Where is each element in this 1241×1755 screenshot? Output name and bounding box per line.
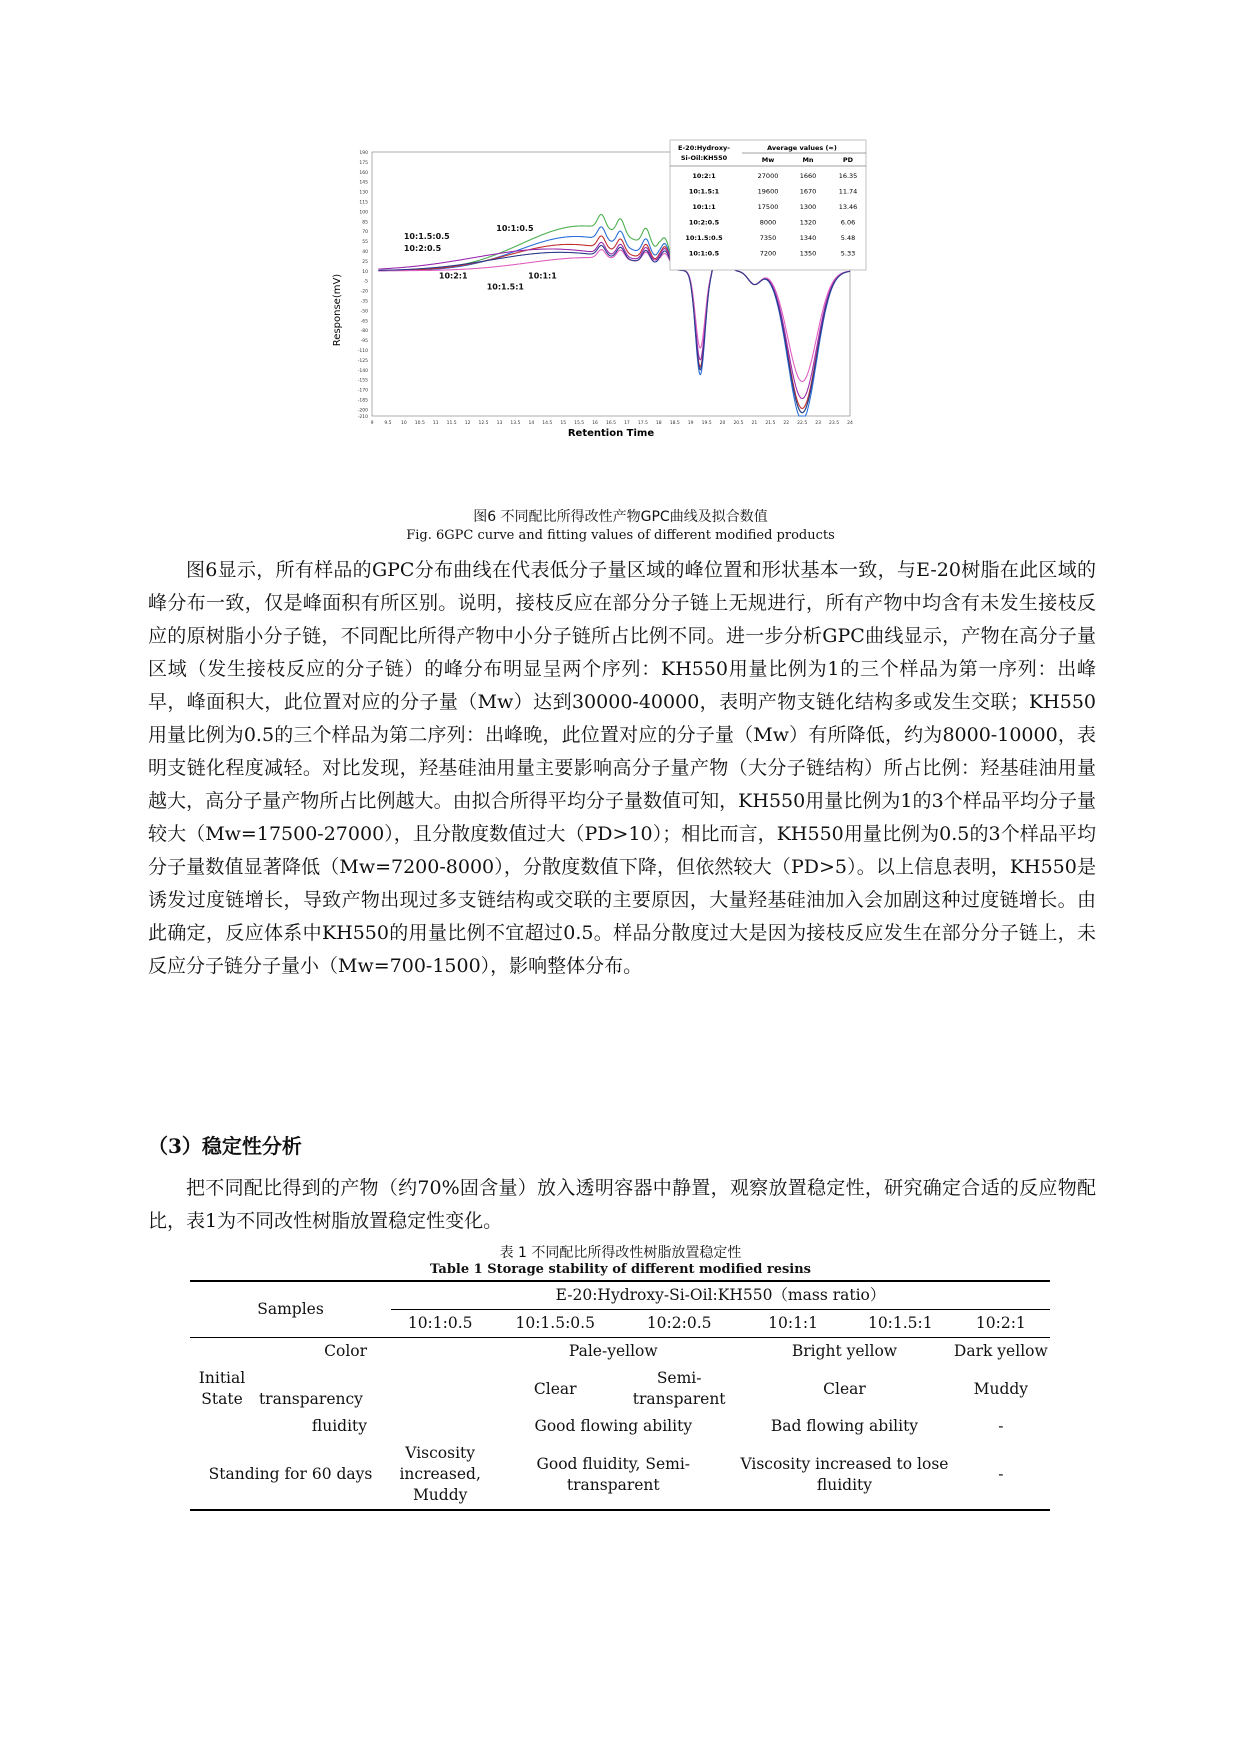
y-tick-label: -170 [357,388,368,394]
y-tick-label: 55 [362,240,368,246]
x-tick-label: 14.5 [542,421,553,426]
y-tick-label: 85 [362,220,368,226]
series-annotation: 10:1:1 [528,271,557,281]
y-tick-label: -80 [360,329,368,335]
inset-table [670,140,866,270]
x-tick-label: 17 [624,421,630,426]
inset-row-label: 10:1:0.5 [688,249,720,258]
inset-col-header: Mw [761,156,775,164]
x-tick-label: 9.5 [384,421,392,426]
empty-cell [391,1365,489,1413]
inset-col-header: Mn [802,156,814,164]
inset-row-label: 10:2:1 [692,172,716,180]
fluidity-row [190,1413,1050,1440]
x-tick-label: 21.5 [765,421,776,426]
x-tick-label: 13.5 [510,421,521,426]
fluid-bad: Bad flowing ability [770,1417,919,1435]
y-tick-label: 25 [362,259,368,265]
series-annotation: 10:1.5:0.5 [403,232,450,242]
inset-cell: 7350 [759,234,777,242]
series-annotation: 10:1.5:1 [486,282,525,292]
y-tick-label: 130 [359,190,368,196]
y-tick-label: -35 [360,299,368,305]
gpc-chart [320,144,980,500]
stability-table [190,1280,1050,1511]
empty-cell [391,1413,489,1440]
x-tick-label: 20 [719,421,726,426]
stand-good: Good fluidity, Semi-transparent [489,1440,737,1510]
samples-header: Samples [190,1281,391,1338]
inset-cell: 27000 [757,172,779,180]
table-header-row [190,1281,1050,1310]
x-tick-label: 22 [783,421,790,426]
y-tick-label: 175 [359,160,368,166]
y-tick-label: 160 [359,170,368,176]
inset-group-header: Average values (≈) [767,144,837,152]
y-tick-label: -185 [357,398,368,404]
y-tick-label: 70 [362,230,368,236]
transparency-row [190,1365,1050,1413]
inset-cell: 1660 [799,172,817,180]
inset-cell: 17500 [757,203,779,211]
ratio-group-header: E-20:Hydroxy-Si-Oil:KH550（mass ratio） [391,1281,1050,1310]
trans-muddy: Muddy [973,1379,1029,1398]
x-tick-label: 11.5 [446,421,457,426]
ratio-header: 10:2:1 [975,1314,1026,1332]
fluid-good: Good flowing ability [534,1417,693,1435]
stand-viscosity: Viscosity increased, Muddy [391,1440,489,1510]
inset-cell: 1670 [799,187,817,196]
x-tick-label: 14 [528,421,535,426]
x-tick-label: 22.5 [797,421,808,426]
x-tick-label: 11 [432,421,439,426]
y-tick-label: -210 [357,415,368,420]
standing-label: Standing for 60 days [190,1440,391,1510]
y-tick-label: -125 [357,358,368,364]
inset-cell: 7200 [759,249,777,258]
x-tick-label: 10.5 [414,421,425,426]
y-tick-label: -5 [363,279,368,285]
ratio-header: 10:1:0.5 [407,1314,473,1332]
x-tick-label: 15.5 [574,421,585,426]
series-annotation: 10:1:0.5 [496,224,534,234]
x-tick-label: 19.5 [701,421,712,426]
x-tick-label: 18 [655,421,662,426]
gpc-figure [320,144,980,500]
x-tick-label: 16.5 [605,421,617,426]
transparency-label: transparency [258,1390,363,1408]
x-tick-label: 15 [560,421,567,426]
y-tick-label: -20 [360,289,368,295]
x-tick-label: 12.5 [478,421,489,426]
x-tick-label: 10 [400,421,407,426]
series-annotation: 10:2:1 [438,271,468,281]
y-tick-label: -50 [360,309,368,315]
x-tick-label: 17.5 [637,421,648,426]
color-bright: Bright yellow [737,1338,951,1366]
inset-cell: 16.35 [838,172,858,180]
inset-cell: 5.33 [840,249,856,258]
x-tick-label: 23.5 [829,421,840,426]
x-axis-label: Retention Time [567,428,655,439]
inset-row-label: 10:1:1 [692,203,716,211]
y-tick-label: 40 [362,250,368,255]
y-tick-label: -200 [357,408,368,414]
standing-row [190,1440,1050,1510]
ratio-header: 10:1.5:0.5 [515,1314,595,1332]
trans-clear: Clear [533,1379,577,1398]
y-tick-label: -155 [357,378,368,384]
stand-dash: - [952,1440,1050,1510]
table-caption-cn: 表 1 不同配比所得改性树脂放置稳定性 [499,1245,742,1261]
paragraph-stability: 把不同配比得到的产物（约70%固含量）放入透明容器中静置，观察放置稳定性，研究确定合适的反应物配比，表1为不同改性树脂放置稳定性变化。 [148,1177,1096,1232]
y-tick-label: -65 [360,319,368,325]
inset-col-header: PD [842,156,854,164]
y-tick-label: -95 [360,339,368,345]
color-label: Color [190,1338,391,1366]
inset-cell: 1300 [799,203,817,211]
y-tick-label: 100 [359,210,368,216]
stand-lose: Viscosity increased to lose fluidity [737,1440,951,1510]
x-tick-label: 23 [815,421,822,426]
x-tick-label: 19 [687,421,694,426]
inset-row-label: 10:2:0.5 [688,218,720,227]
fluid-dash: - [998,1417,1004,1435]
y-tick-label: -110 [357,349,368,354]
inset-row-label: 10:1.5:0.5 [685,234,723,242]
y-tick-label: 190 [359,151,368,156]
trans-clear-2: Clear [823,1379,866,1398]
x-tick-label: 9 [370,421,374,426]
x-tick-label: 13 [496,421,503,426]
x-tick-label: 21 [751,421,758,426]
color-dark: Dark yellow [952,1338,1050,1366]
ratio-header: 10:1.5:1 [867,1314,933,1332]
inset-cell: 13.46 [838,203,858,211]
y-tick-label: -140 [357,368,368,374]
x-tick-label: 24 [847,421,853,426]
x-tick-label: 20.5 [733,421,744,426]
inset-cell: 1320 [799,218,817,227]
inset-cell: 11.74 [838,187,858,196]
initial-state-label: Initial State [198,1369,246,1408]
y-axis-label: Response(mV) [332,273,343,347]
color-pale: Pale-yellow [489,1338,737,1366]
inset-cell: 5.48 [840,234,856,242]
trans-semi: Semi-transparent [632,1369,726,1408]
figure-caption-en: Fig. 6GPC curve and fitting values of different modified products [406,528,835,543]
inset-cell: 1350 [799,249,817,258]
y-tick-label: 145 [359,180,368,186]
table-caption-en: Table 1 Storage stability of different modified resins [429,1262,811,1277]
figure-caption-cn: 图6 不同配比所得改性产物GPC曲线及拟合数值 [473,509,768,525]
x-tick-label: 12 [464,421,471,426]
inset-row-label: 10:1.5:1 [688,187,720,196]
inset-cell: 1340 [799,234,817,242]
section-title: （3）稳定性分析 [148,1134,302,1158]
paragraph-gpc-analysis: 图6显示，所有样品的GPC分布曲线在代表低分子量区域的峰位置和形状基本一致，与E-20树脂在此区域的峰分布一致，仅是峰面积有所区别。说明，接枝反应在部分分子链上无规进行，所有产物中均含有未发生接枝反应的原树脂小分子链，不同配比所得产物中小分子链所占比例不同。进一步分析GPC曲线显示，产物在高分子量区域（发生接枝反应的分子链）的峰分布明显呈两个序列：KH550用量比例为1的三个样品为第一序列：出峰早，峰面积大，此位置对应的分子量（Mw）达到30000-40000，表明产物支链化结构多或发生交联；KH550用量比例为0.5的三个样品为第二序列：出峰晚，此位置对应的分子量（Mw）有所降低，约为8000-10000，表明支链化程度减轻。对比发现，羟基硅油用量主要影响高分子量产物（大分子链结构）所占比例：羟基硅油用量越大，高分子量产物所占比例越大。由拟合所得平均分子量数值可知，KH550用量比例为1的3个样品平均分子量较大（Mw=17500-27000），且分散度数值过大（PD>10）；相比而言，KH550用量比例为0.5的3个样品平均分子量数值显著降低（Mw=7200-8000），分散度数值下降，但依然较大（PD>5）。以上信息表明，KH550是诱发过度链增长，导致产物出现过多支链结构或交联的主要原因，大量羟基硅油加入会加剧这种过度链增长。由此确定，反应体系中KH550的用量比例不宜超过0.5。样品分散度过大是因为接枝反应发生在部分分子链上，未反应分子链分子量小（Mw=700-1500），影响整体分布。 [148,559,1096,977]
inset-cell: 19600 [757,187,779,196]
fluidity-label: fluidity [311,1417,368,1435]
x-tick-label: 16 [592,421,598,426]
empty-cell [391,1338,489,1366]
color-row [190,1338,1050,1366]
ratio-header: 10:2:0.5 [646,1314,712,1332]
series-annotation: 10:2:0.5 [403,244,442,253]
inset-cell: 8000 [759,218,777,227]
y-tick-label: 10 [362,269,368,275]
inset-col0-header: Si-Oil:KH550 [680,154,728,162]
x-tick-label: 18.5 [669,421,680,426]
inset-col0-header: E-20:Hydroxy- [678,144,730,152]
ratio-header: 10:1:1 [768,1314,819,1332]
y-tick-label: 115 [359,200,368,206]
inset-cell: 6.06 [840,218,856,227]
